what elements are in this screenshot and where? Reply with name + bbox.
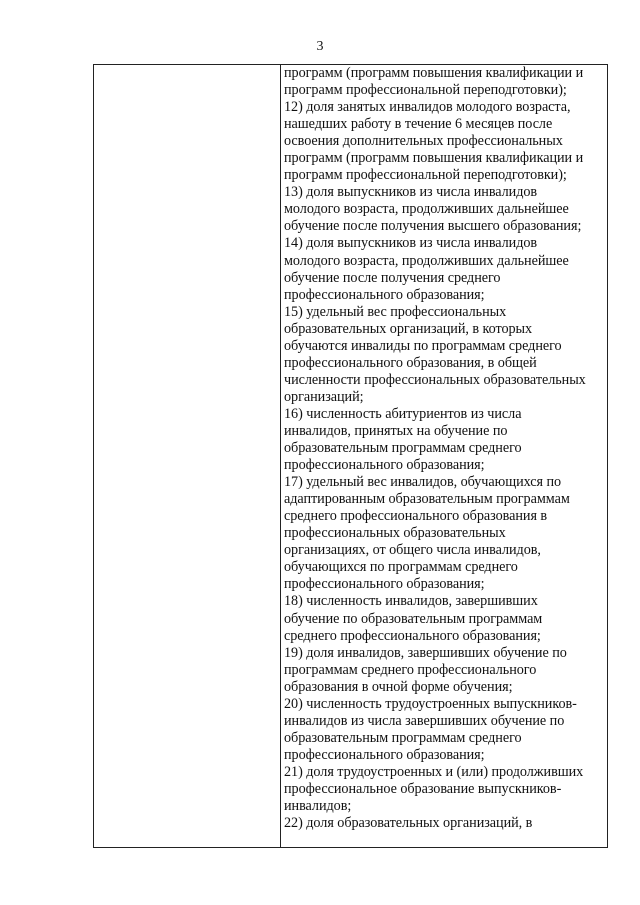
text-line: нашедших работу в течение 6 месяцев после [284,116,553,133]
text-line: 15) удельный вес профессиональных [284,303,507,320]
text-line: 13) доля выпускников из числа инвалидов [284,184,538,201]
text-line: 21) доля трудоустроенных и (или) продолживших [284,763,584,780]
text-line: организациях, от общего числа инвалидов, [284,542,541,559]
text-line: программ профессиональной переподготовки); [284,82,567,99]
text-line: обучаются инвалиды по программам среднего [284,337,562,354]
text-line: адаптированным образовательным программам [284,491,570,508]
document-table [93,64,608,848]
text-line: 22) доля образовательных организаций, в [284,815,533,832]
text-line: молодого возраста, продолживших дальнейшее [284,201,569,218]
text-line: профессиональное образование выпускников- [284,780,562,797]
text-line: профессиональных образовательных [284,525,506,542]
text-line: 20) численность трудоустроенных выпускников- [284,695,577,712]
text-line: образовательным программам среднего [284,729,522,746]
text-line: обучение после получения среднего [284,269,501,286]
text-line: 19) доля инвалидов, завершивших обучение по [284,644,567,661]
text-line: программ (программ повышения квалификации и [284,65,584,81]
text-line: образования в очной форме обучения; [284,678,513,695]
table-left-cell [94,65,280,847]
column-divider [280,65,281,847]
text-line: программ профессиональной переподготовки); [284,167,567,184]
text-line: 17) удельный вес инвалидов, обучающихся по [284,474,562,491]
text-line: инвалидов; [284,798,352,815]
text-line: 14) доля выпускников из числа инвалидов [284,235,538,252]
text-line: 18) численность инвалидов, завершивших [284,593,538,610]
text-line: обучающихся по программам среднего [284,559,518,576]
page-number: 3 [316,39,324,54]
text-line: среднего профессионального образования; [284,627,541,644]
text-line: среднего профессионального образования в [284,508,548,525]
text-line: профессионального образования; [284,746,485,763]
text-line: образовательным программам среднего [284,440,522,457]
text-line: численности профессиональных образовательных [284,371,586,388]
text-line: профессионального образования, в общей [284,354,537,371]
text-line: программам среднего профессионального [284,661,537,678]
text-line: 16) численность абитуриентов из числа [284,405,522,422]
text-line: образовательных организаций, в которых [284,320,533,337]
text-line: профессионального образования; [284,286,485,303]
text-line: обучение после получения высшего образования; [284,218,582,235]
text-line: программ (программ повышения квалификации и [284,150,584,167]
text-line: инвалидов из числа завершивших обучение по [284,712,565,729]
text-line: инвалидов, принятых на обучение по [284,422,508,439]
text-line: освоения дополнительных профессиональных [284,133,563,150]
text-line: 12) доля занятых инвалидов молодого возраста, [284,99,571,116]
text-line: организаций; [284,388,364,405]
text-line: обучение по образовательным программам [284,610,543,627]
text-line: профессионального образования; [284,576,485,593]
text-line: молодого возраста, продолживших дальнейшее [284,252,569,269]
table-right-cell [284,65,603,847]
text-line: профессионального образования; [284,457,485,474]
